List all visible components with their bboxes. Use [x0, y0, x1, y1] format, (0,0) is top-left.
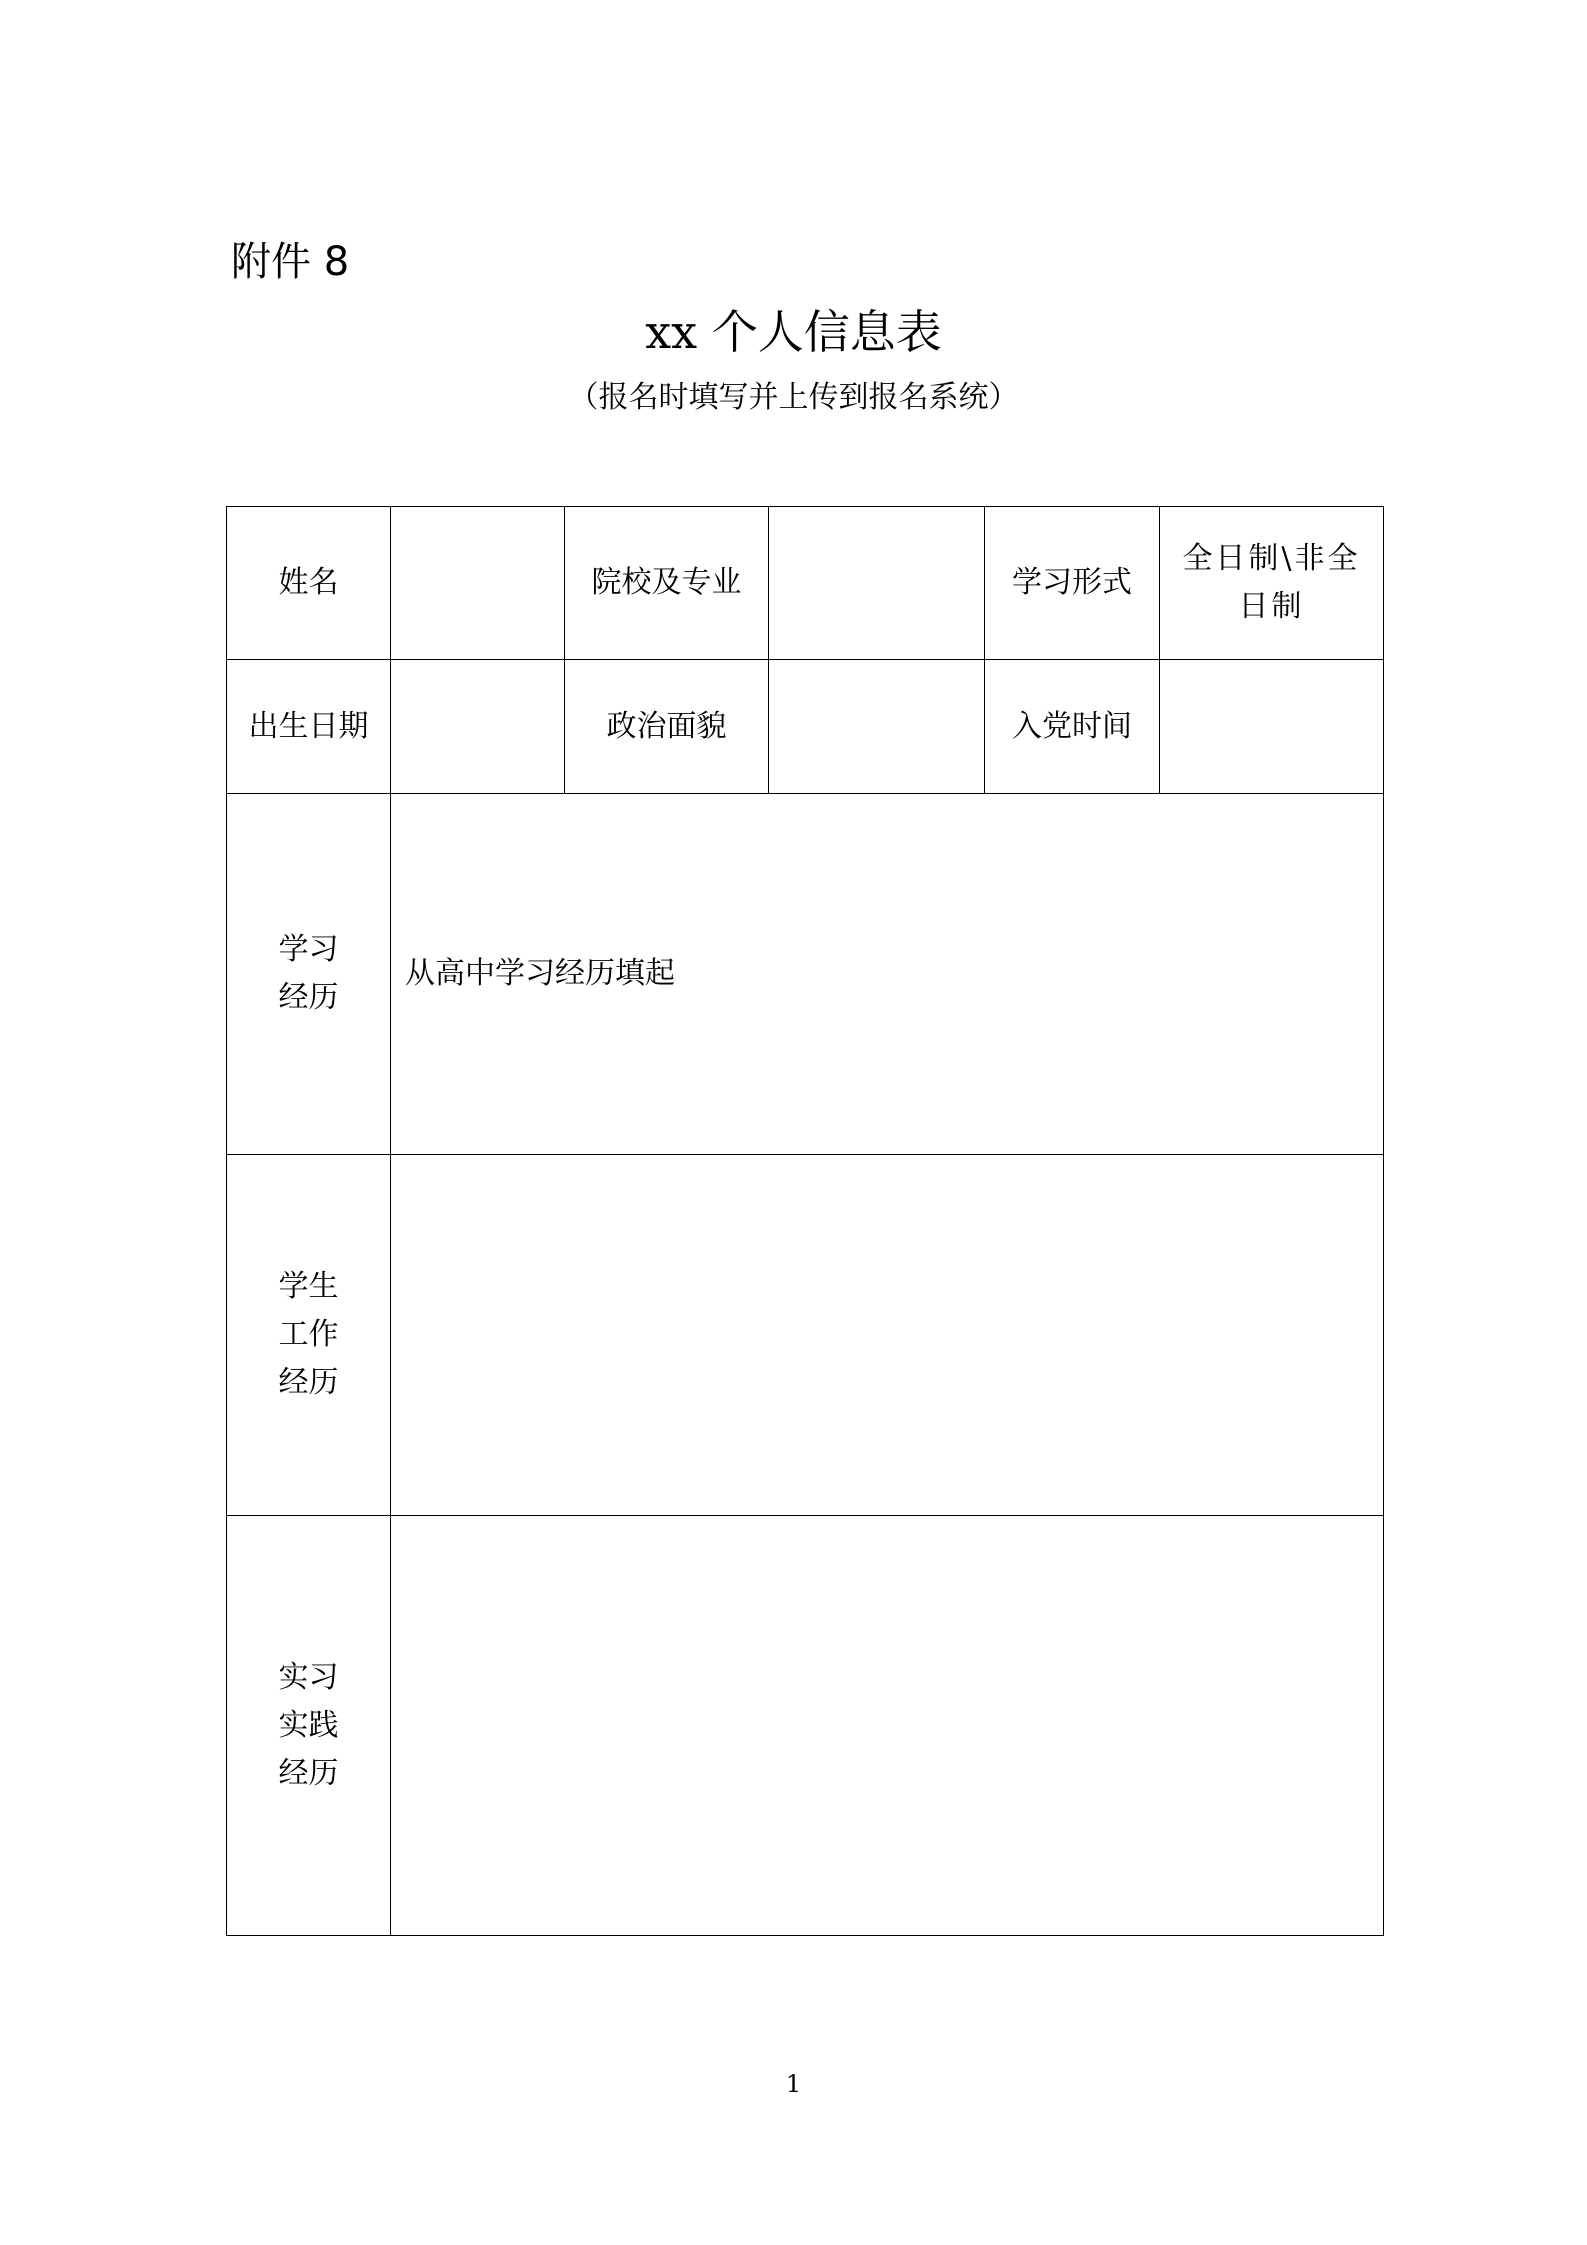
- work-history-label-text: 学生工作经历: [278, 1269, 339, 1400]
- name-field[interactable]: [391, 507, 565, 660]
- birth-label: 出生日期: [227, 660, 391, 794]
- practice-label: [227, 1516, 391, 1936]
- birth-field[interactable]: [391, 660, 565, 794]
- politics-label: 政治面貌: [565, 660, 769, 794]
- practice-field[interactable]: [391, 1516, 1384, 1936]
- info-table: [226, 506, 1384, 1936]
- study-history-field[interactable]: 从高中学习经历填起: [391, 794, 1384, 1155]
- study-history-label: [227, 794, 391, 1155]
- page-title: xx 个人信息表: [645, 305, 942, 359]
- study-history-label-text: 学习经历: [278, 932, 339, 1015]
- practice-label-text: 实习实践经历: [278, 1659, 339, 1791]
- study-mode-field[interactable]: 全日制\非全日制: [1160, 507, 1384, 660]
- page-subtitle: （报名时填写并上传到报名系统）: [568, 380, 1019, 415]
- school-field[interactable]: [769, 507, 985, 660]
- name-label: 姓名: [227, 507, 391, 660]
- party-label: 入党时间: [985, 660, 1160, 794]
- attachment-label: 附件 8: [231, 239, 350, 285]
- page-number: 1: [785, 2070, 802, 2098]
- school-label: 院校及专业: [565, 507, 769, 660]
- study-mode-label: 学习形式: [985, 507, 1160, 660]
- party-field[interactable]: [1160, 660, 1384, 794]
- politics-field[interactable]: [769, 660, 985, 794]
- work-history-field[interactable]: [391, 1155, 1384, 1516]
- work-history-label: [227, 1155, 391, 1516]
